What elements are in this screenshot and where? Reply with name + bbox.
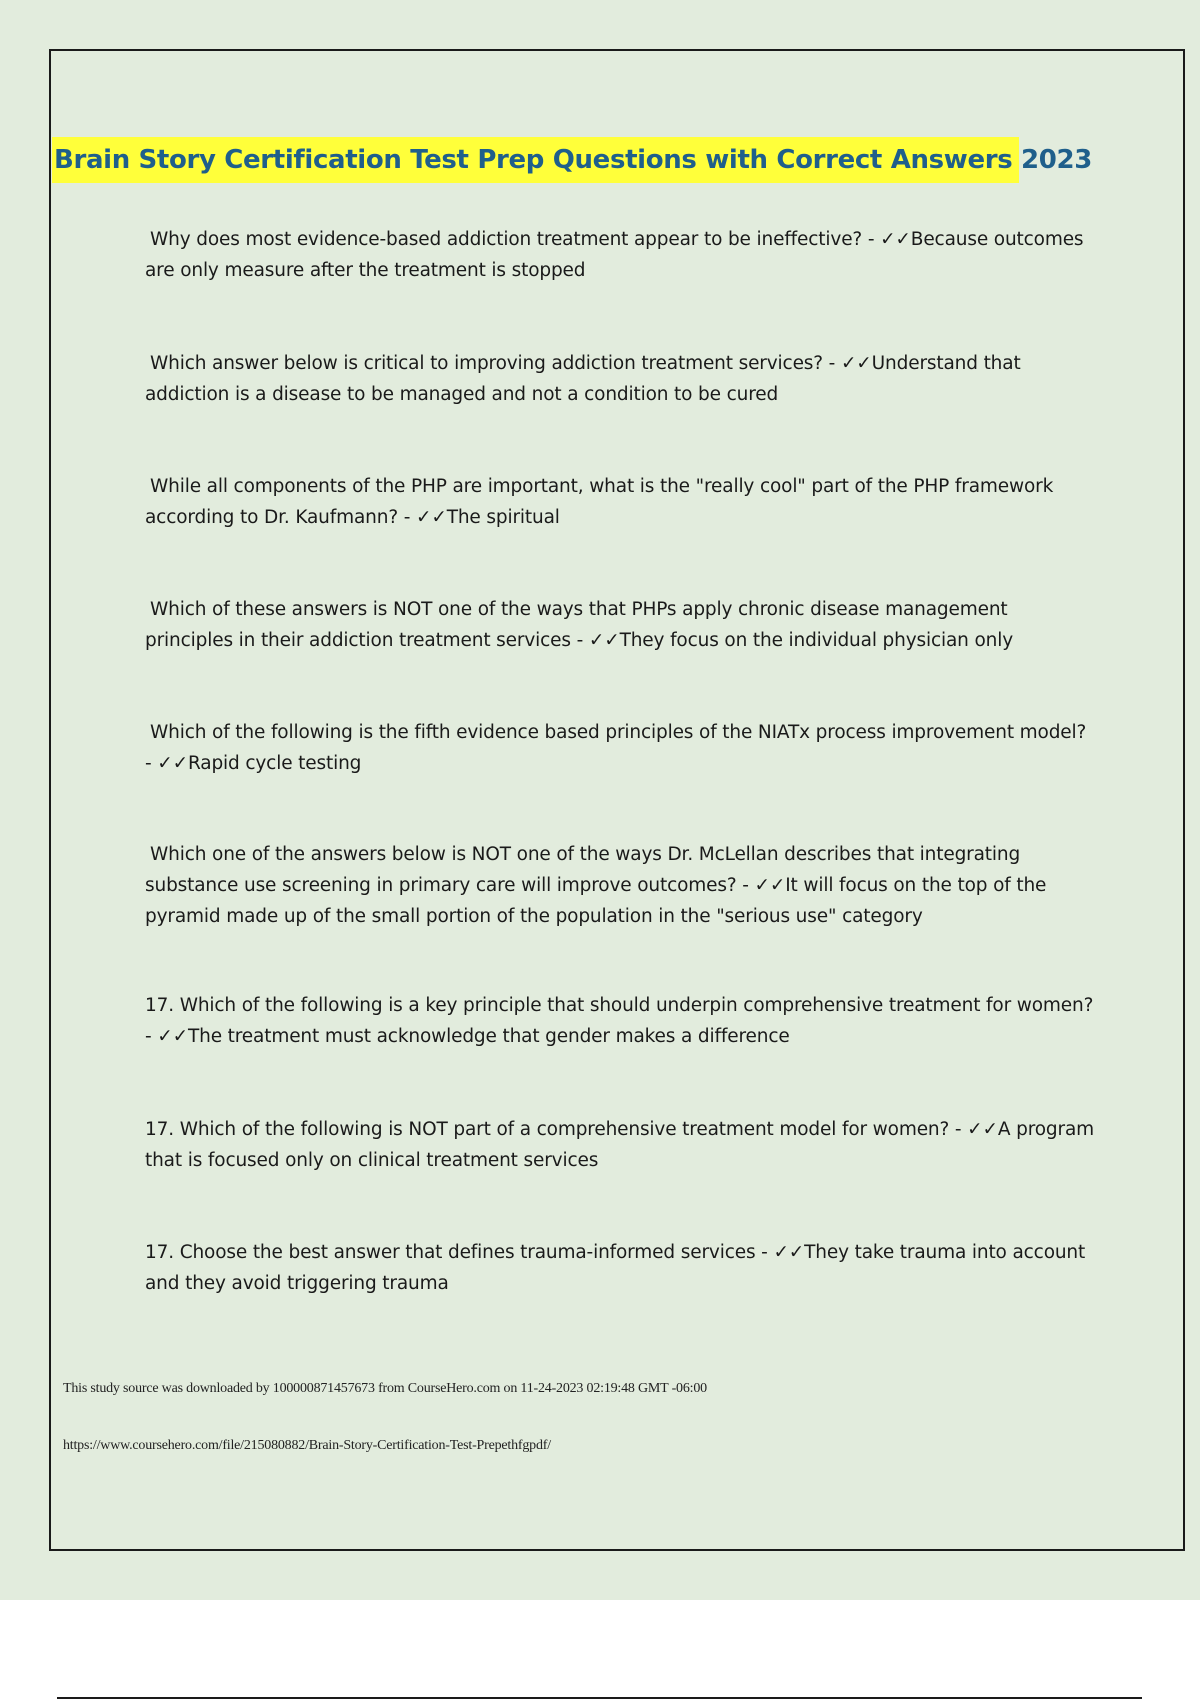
qa-item xyxy=(145,990,1095,1052)
question-text: Which one of the answers below is NOT one of the ways Dr. McLellan describes that integrating substance use screening in primary care will improve outcomes? - xyxy=(145,844,1021,896)
check-mark-icon: ✓✓ xyxy=(754,875,786,896)
qa-item xyxy=(145,348,1095,410)
question-text: 17. Which of the following is NOT part of a comprehensive treatment model for women? - xyxy=(145,1119,968,1140)
check-mark-icon: ✓✓ xyxy=(967,1119,998,1140)
question-text: Which of the following is the fifth evidence based principles of the NIATx process improvement model? - xyxy=(145,722,1087,774)
answer-text: The spiritual xyxy=(446,507,560,528)
question-text: 17. Choose the best answer that defines trauma-informed services - xyxy=(145,1242,774,1263)
check-mark-icon: ✓✓ xyxy=(415,507,447,528)
check-mark-icon: ✓✓ xyxy=(588,630,620,651)
document-title: Brain Story Certification Test Prep Questions with Correct Answers 2023 xyxy=(52,137,1019,183)
qa-item xyxy=(145,471,1095,533)
qa-item xyxy=(145,839,1095,932)
page-divider xyxy=(57,1697,1142,1699)
check-mark-icon: ✓✓ xyxy=(880,229,911,250)
answer-text: A program that is focused only on clinical treatment services xyxy=(145,1119,1095,1171)
check-mark-icon: ✓✓ xyxy=(157,1026,188,1047)
question-text: 17. Which of the following is a key principle that should underpin comprehensive treatment for women? - xyxy=(145,995,1094,1047)
download-source-note: This study source was downloaded by 100000871457673 from CourseHero.com on 11-24-2023 02:19:48 GMT -06:00 xyxy=(63,1381,707,1396)
question-text: Which answer below is critical to improving addiction treatment services? - xyxy=(150,353,841,374)
answer-text: Because outcomes are only measure after the treatment is stopped xyxy=(145,229,1084,281)
answer-text: It will focus on the top of the pyramid made up of the small portion of the population in the "serious use" category xyxy=(145,875,1047,927)
question-text: Why does most evidence-based addiction treatment appear to be ineffective? - xyxy=(150,229,881,250)
check-mark-icon: ✓✓ xyxy=(840,353,872,374)
answer-text: The treatment must acknowledge that gender makes a difference xyxy=(187,1026,790,1047)
source-url[interactable]: https://www.coursehero.com/file/215080882/Brain-Story-Certification-Test-Prepethfgpdf/ xyxy=(63,1438,551,1453)
answer-text: They take trauma into account and they avoid triggering trauma xyxy=(145,1242,1086,1294)
answer-text: They focus on the individual physician only xyxy=(619,630,1014,651)
answer-text: Rapid cycle testing xyxy=(187,753,362,774)
answer-text: Understand that addiction is a disease to be managed and not a condition to be cured xyxy=(145,353,1021,405)
qa-item xyxy=(145,1114,1095,1176)
check-mark-icon: ✓✓ xyxy=(773,1242,805,1263)
question-text: While all components of the PHP are important, what is the "really cool" part of the PHP framework according to Dr. Kaufmann? - xyxy=(145,476,1054,528)
question-text: Which of these answers is NOT one of the ways that PHPs apply chronic disease management principles in their addiction treatment services - xyxy=(145,599,1008,651)
qa-item xyxy=(145,594,1095,656)
qa-item xyxy=(145,717,1095,779)
check-mark-icon: ✓✓ xyxy=(157,753,188,774)
qa-item xyxy=(145,1237,1095,1299)
qa-item xyxy=(145,224,1095,286)
